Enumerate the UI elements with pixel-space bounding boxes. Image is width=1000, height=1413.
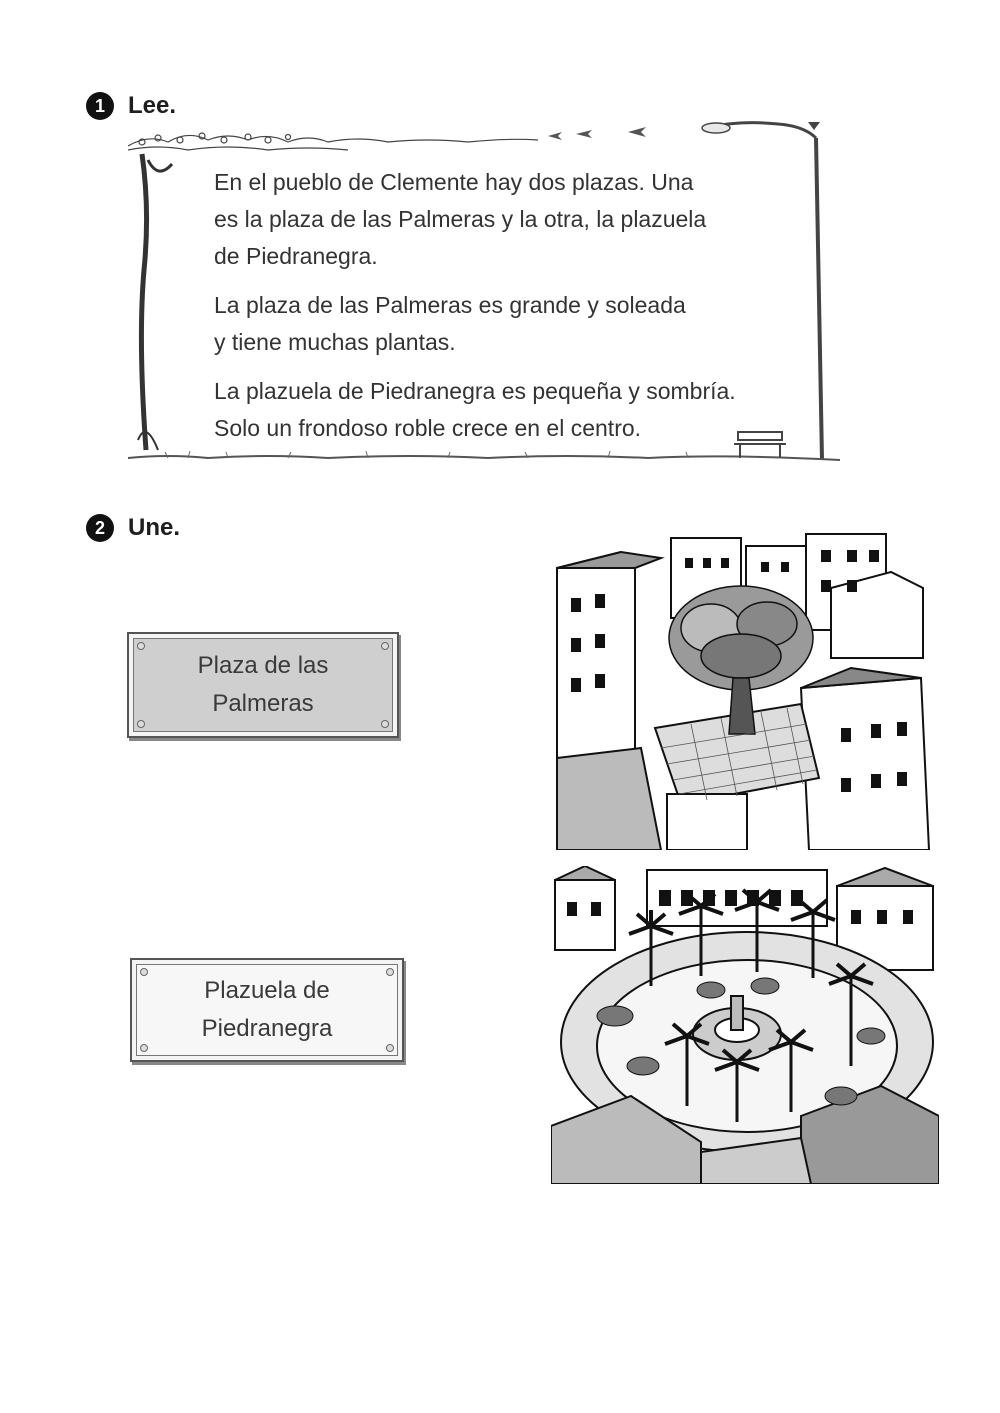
illustration-small-square-oak[interactable] [551,528,931,850]
sign-label: Plaza de las Palmeras [197,652,329,717]
screw-icon [386,968,394,976]
section-1-heading [86,92,176,120]
section-2-number: 2 [86,514,114,542]
illustration-big-plaza-palms[interactable] [551,866,939,1184]
paragraph-3: La plazuela de Piedranegra es pequeña y sombría. Solo un frondoso roble crece en el centro. [214,378,736,441]
reading-frame [128,120,840,468]
screw-icon [386,1044,394,1052]
screw-icon [137,720,145,728]
section-1-number: 1 [86,92,114,120]
screw-icon [140,1044,148,1052]
section-1-title: Lee. [128,92,177,119]
paragraph-2: La plaza de las Palmeras es grande y soleada y tiene muchas plantas. [214,292,686,355]
reading-text [214,164,824,459]
screw-icon [140,968,148,976]
screw-icon [137,642,145,650]
sign-plazuela-piedranegra[interactable] [130,958,404,1062]
section-2-title: Une. [128,514,181,541]
section-2-heading [86,514,180,542]
sign-plaza-palmeras[interactable] [127,632,399,738]
paragraph-1: En el pueblo de Clemente hay dos plazas. Una es la plaza de las Palmeras y la otra, la plazuela de Piedranegra. [214,169,707,269]
sign-label: Plazuela de Piedranegra [201,977,333,1042]
screw-icon [381,642,389,650]
screw-icon [381,720,389,728]
